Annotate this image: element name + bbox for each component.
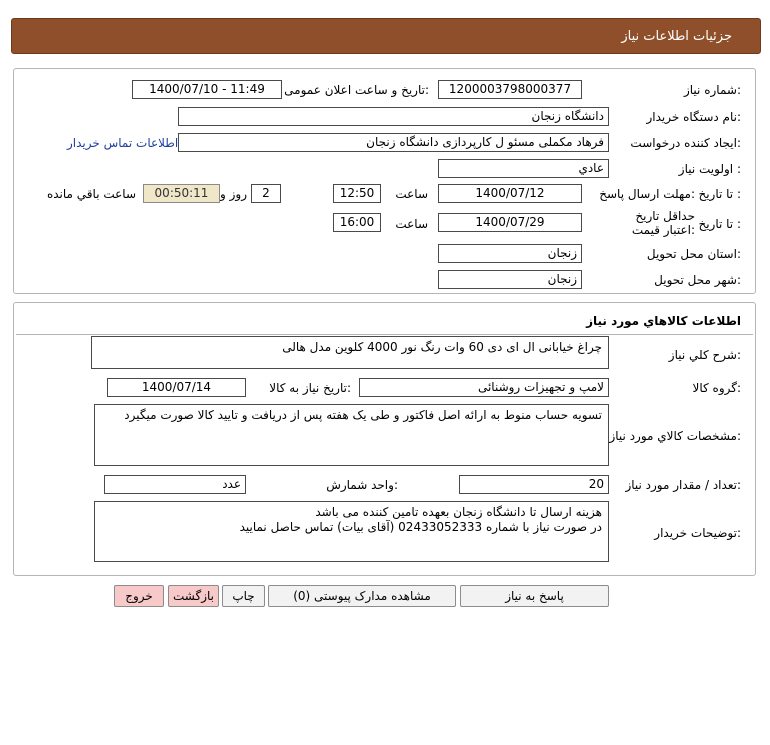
page-title: جزئیات اطلاعات نیاز: [621, 29, 732, 44]
specs-label: مشخصات کالاي مورد نياز:: [609, 429, 741, 443]
print-button[interactable]: چاپ: [222, 585, 265, 607]
validity-date-field[interactable]: 1400/07/29: [438, 213, 582, 232]
remaining-time-field: 00:50:11: [143, 184, 220, 203]
validity-time-field[interactable]: 16:00: [333, 213, 381, 232]
buyer-notes-field[interactable]: [94, 501, 609, 562]
buyer-notes-line-1: هزینه ارسال تا دانشگاه زنجان بعهده تامین کننده می باشد: [315, 505, 602, 519]
unit-label: واحد شمارش:: [326, 478, 398, 492]
need-date-field[interactable]: 1400/07/14: [107, 378, 246, 397]
need-number-label: شماره نیاز:: [683, 83, 741, 97]
buyer-notes-label: توضیحات خریدار:: [654, 526, 741, 540]
buyer-org-label: نام دستگاه خریدار:: [646, 110, 741, 124]
goods-section-title: اطلاعات کالاهاي مورد نياز: [586, 314, 741, 328]
delivery-province-label: استان محل تحویل:: [646, 247, 741, 261]
days-field[interactable]: 2: [251, 184, 281, 203]
specs-field[interactable]: تسویه حساب منوط به ارائه اصل فاکتور و طی یک هفته پس از دریافت و تایید کالا صورت میگیرد: [94, 404, 609, 466]
delivery-province-field[interactable]: زنجان: [438, 244, 582, 263]
buyer-notes-line-2: در صورت نیاز با شماره 02433052333 (آقای بیات) تماس حاصل نمایید: [239, 520, 602, 534]
days-label: روز و: [220, 187, 247, 201]
send-date-field[interactable]: 1400/07/12: [438, 184, 582, 203]
announce-field[interactable]: 1400/07/10 - 11:49: [132, 80, 282, 99]
need-date-label: تاریخ نیاز به کالا:: [269, 381, 351, 395]
reply-button[interactable]: پاسخ به نیاز: [460, 585, 609, 607]
page-header: [11, 18, 761, 54]
validity-label-text: حداقل تاریخ اعتبار قیمت:: [631, 209, 695, 237]
send-deadline-label: مهلت ارسال پاسخ:: [599, 187, 695, 201]
need-number-field[interactable]: 1200003798000377: [438, 80, 582, 99]
send-time-field[interactable]: 12:50: [333, 184, 381, 203]
qty-field[interactable]: 20: [459, 475, 609, 494]
validity-label: [625, 209, 695, 237]
delivery-city-field[interactable]: زنجان: [438, 270, 582, 289]
section-divider: [16, 334, 753, 335]
group-field[interactable]: لامپ و تجهیزات روشنائی: [359, 378, 609, 397]
requester-label: ایجاد کننده درخواست:: [630, 136, 741, 150]
requester-field[interactable]: فرهاد مکملی مسئو ل کارپردازی دانشگاه زنجان: [178, 133, 609, 152]
announce-label: تاریخ و ساعت اعلان عمومی:: [284, 83, 429, 97]
need-info-panel: [13, 68, 756, 294]
remaining-label: ساعت باقي مانده: [46, 187, 136, 201]
exit-button[interactable]: خروج: [114, 585, 164, 607]
general-desc-field[interactable]: چراغ خیابانی ال ای دی 60 وات رنگ نور 4000 کلوین مدل هالی: [91, 336, 609, 369]
attachments-button[interactable]: مشاهده مدارک پیوستی (0): [268, 585, 456, 607]
delivery-city-label: شهر محل تحویل:: [654, 273, 741, 287]
goods-info-panel: [13, 302, 756, 576]
validity-to-date-label: تا تاریخ :: [698, 217, 741, 231]
qty-label: تعداد / مقدار مورد نیاز:: [625, 478, 741, 492]
back-button[interactable]: بازگشت: [168, 585, 219, 607]
priority-field[interactable]: عادي: [438, 159, 609, 178]
send-time-label: ساعت: [395, 187, 428, 201]
buyer-org-field[interactable]: دانشگاه زنجان: [178, 107, 609, 126]
priority-label: اولویت نیاز :: [678, 162, 741, 176]
group-label: گروه کالا:: [692, 381, 741, 395]
buyer-contact-link[interactable]: اطلاعات تماس خریدار: [67, 136, 179, 150]
validity-time-label: ساعت: [395, 217, 428, 231]
send-to-date-label: تا تاریخ :: [698, 187, 741, 201]
unit-field[interactable]: عدد: [104, 475, 246, 494]
general-desc-label: شرح کلي نياز:: [668, 348, 741, 362]
